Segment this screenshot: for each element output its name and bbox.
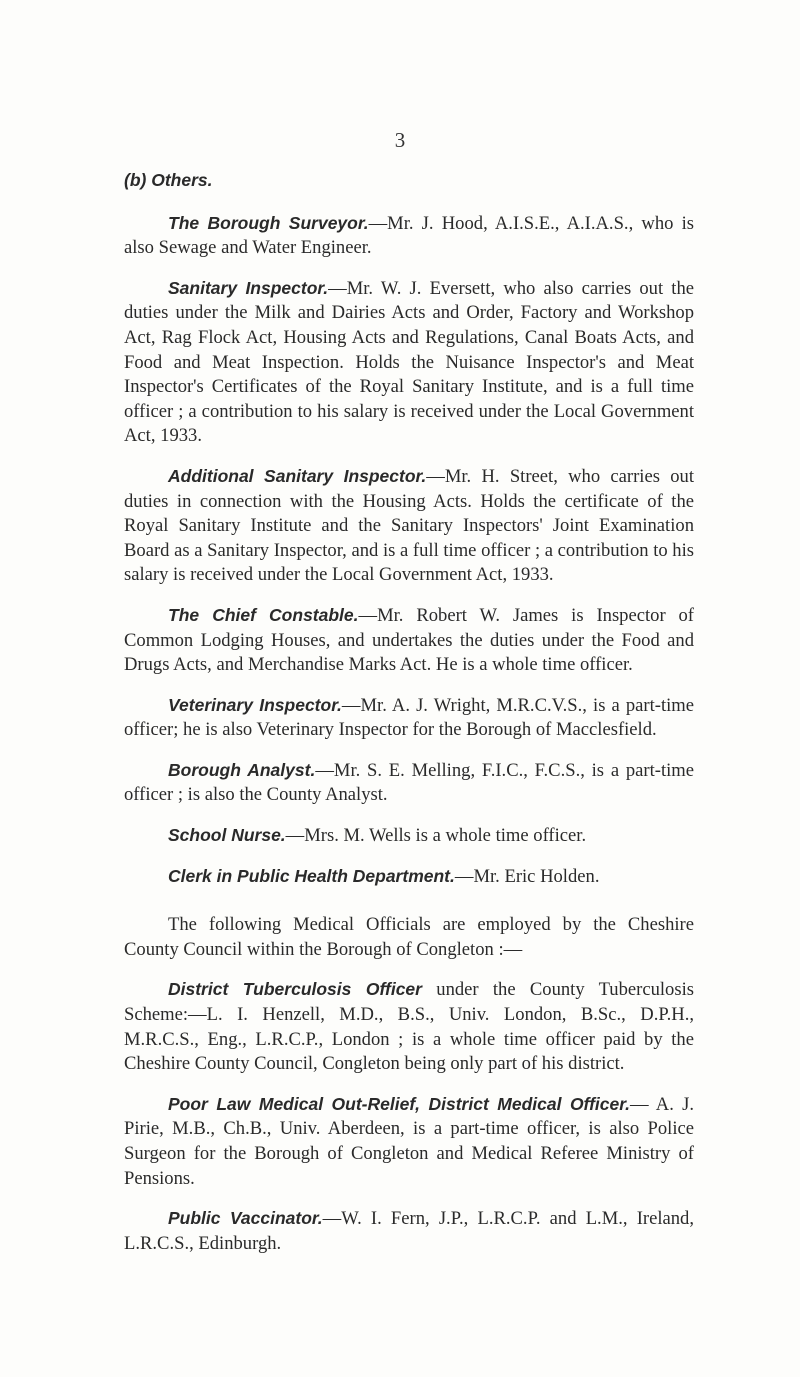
entry-sanitary-inspector <box>124 276 694 449</box>
entry-text: —Mr. H. Street, who carries out duties in connection with the Housing Acts. Holds the certificate of the Royal Sanitary Institute and the Sanitary Inspectors' Joint Examination Board as a Sanitary Inspector, and is a full time officer ; a contribution to his salary is received under the Local Government Act, 1933. <box>124 465 695 586</box>
entry-chief-constable <box>124 603 694 678</box>
entry-title: Additional Sanitary Inspector. <box>168 465 427 486</box>
entry-text: —Mr. W. J. Eversett, who also carries out the duties under the Milk and Dairies Acts and Order, Factory and Workshop Act, Rag Flock Act, Housing Acts and Regulations, Canal Boats Acts, and Food and Meat Inspection. Holds the Nuisance Inspector's and Meat Inspector's Certificates of the Royal Sanitary Institute, and is a full time officer ; a contribution to his salary is received under the Local Government Act, 1933. <box>124 277 694 447</box>
entry-text: —Mr. A. J. Wright, M.R.C.V.S., is a part-time officer; he is also Veterinary Inspector for the Borough of Macclesfield. <box>124 694 694 741</box>
entry-text: —W. I. Fern, J.P., L.R.C.P. and L.M., Ireland, L.R.C.S., Edinburgh. <box>124 1208 695 1254</box>
entry-borough-analyst <box>124 758 694 808</box>
entry-text: under the County Tuberculosis Scheme:—L. I. Henzell, M.D., B.S., Univ. London, B.Sc., D.P.H., M.R.C.S., Eng., L.R.C.P., London ; is a whole time officer paid by the Cheshire County Council, Congleton being only part of his district. <box>124 979 694 1075</box>
entry-text: —Mrs. M. Wells is a whole time officer. <box>285 825 587 847</box>
entry-public-vaccinator <box>124 1206 694 1256</box>
entry-title: Clerk in Public Health Department. <box>168 865 455 886</box>
entry-title: Poor Law Medical Out-Relief, District Medical Officer. <box>168 1093 630 1114</box>
intro-paragraph: The following Medical Officials are employed by the Cheshire County Council within the Borough of Congleton :— <box>124 914 694 960</box>
entry-additional-sanitary-inspector <box>124 464 694 588</box>
entry-title: Borough Analyst. <box>168 759 316 780</box>
entry-clerk-public-health <box>124 864 694 890</box>
entry-title: District Tuberculosis Officer <box>168 979 422 1000</box>
entry-text: —Mr. J. Hood, A.I.S.E., A.I.A.S., who is also Sewage and Water Engineer. <box>124 212 694 259</box>
entry-title: The Chief Constable. <box>168 604 359 625</box>
entry-text: —Mr. Eric Holden. <box>454 865 600 887</box>
entry-veterinary-inspector <box>124 693 694 743</box>
entry-borough-surveyor <box>124 211 694 261</box>
entry-title: Public Vaccinator. <box>168 1208 323 1229</box>
entry-poor-law-medical-officer <box>124 1092 694 1191</box>
entry-text: —Mr. Robert W. James is Inspector of Common Lodging Houses, and undertakes the duties under the Food and Drugs Acts, and Merchandise Marks Act. He is a whole time officer. <box>124 604 695 676</box>
entry-title: Sanitary Inspector. <box>168 277 329 298</box>
entry-title: The Borough Surveyor. <box>168 212 369 233</box>
entry-title: Veterinary Inspector. <box>168 694 342 715</box>
page-content <box>124 168 694 1271</box>
entry-text: —Mr. S. E. Melling, F.I.C., F.C.S., is a part-time officer ; is also the County Analyst. <box>124 759 694 806</box>
entry-school-nurse <box>124 823 694 849</box>
page-number: 3 <box>394 128 406 152</box>
entry-text: — A. J. Pirie, M.B., Ch.B., Univ. Aberdeen, is a part-time officer, is also Police Surgeon for the Borough of Congleton and Medical Referee Ministry of Pensions. <box>124 1093 695 1189</box>
entry-district-tuberculosis-officer <box>124 977 694 1076</box>
entry-title: School Nurse. <box>168 825 286 846</box>
section-heading: (b) Others. <box>124 170 213 190</box>
